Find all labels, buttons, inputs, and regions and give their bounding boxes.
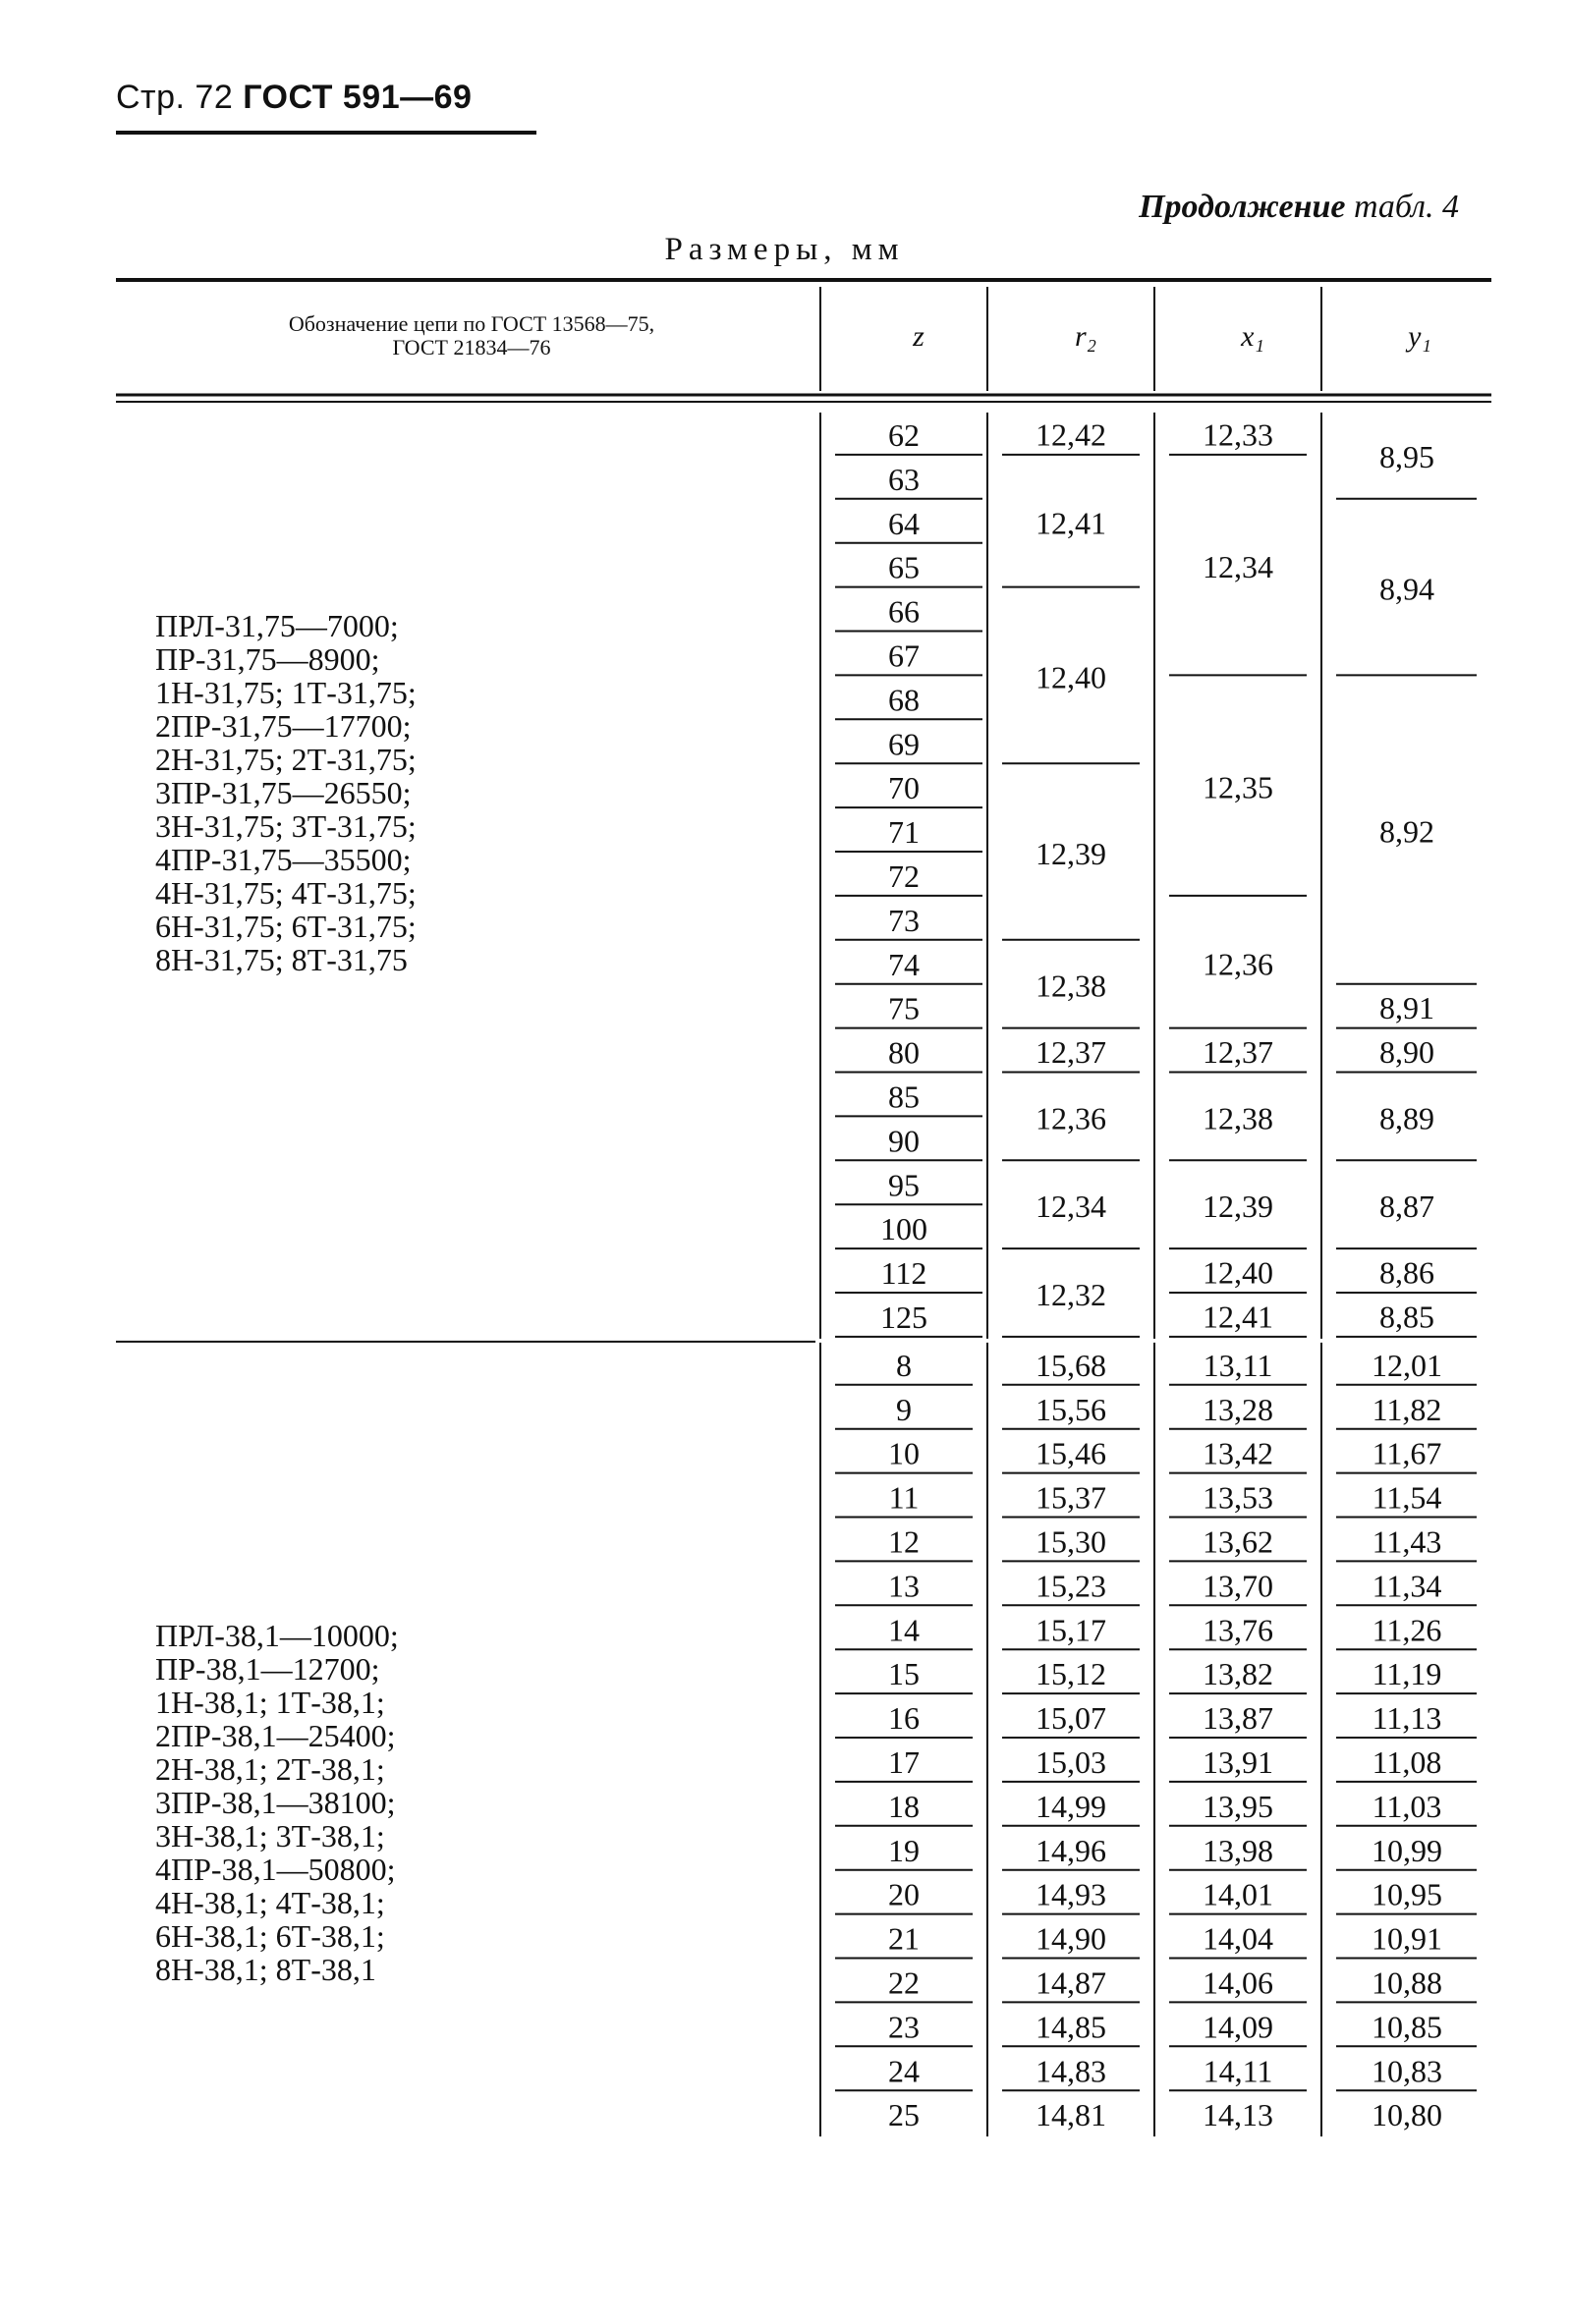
- z-cell: 8: [896, 1347, 912, 1383]
- x1-cell: 13,76: [1203, 1612, 1273, 1648]
- r2-cell: 15,23: [1036, 1568, 1106, 1604]
- r2-cell: 14,99: [1036, 1788, 1106, 1824]
- z-cell: 65: [888, 549, 920, 585]
- y1-cell: 11,19: [1372, 1656, 1442, 1692]
- x1-cell: 14,04: [1203, 1920, 1273, 1957]
- y1-cell: 10,95: [1372, 1876, 1442, 1912]
- y1-cell: 8,94: [1379, 571, 1434, 607]
- y1-cell: 11,03: [1372, 1788, 1442, 1824]
- x1-cell: 12,34: [1203, 549, 1273, 585]
- chain-designations-group-1: ПРЛ-31,75—7000; ПР-31,75—8900; 1Н-31,75; 1Т-31,75; 2ПР-31,75—17700; 2Н-31,75; 2Т-31,75; 3ПР-31,75—26550; 3Н-31,75; 3Т-31,75; 4ПР-31,75—35500; 4Н-31,75; 4Т-31,75; 6Н-31,75; 6Т-31,75; 8Н-31,75; 8Т-31,75: [155, 608, 417, 977]
- standard-number: ГОСТ 591—69: [243, 79, 473, 116]
- x1-cell: 12,38: [1203, 1100, 1273, 1136]
- z-cell: 9: [896, 1391, 912, 1427]
- x1-cell: 14,09: [1203, 2009, 1273, 2045]
- z-cell: 22: [888, 1964, 920, 2001]
- y1-cell: 10,91: [1372, 1920, 1442, 1957]
- y1-cell: 8,89: [1379, 1100, 1434, 1136]
- y1-cell: 12,01: [1372, 1347, 1442, 1383]
- y1-cell: 10,85: [1372, 2009, 1442, 2045]
- z-cell: 72: [888, 858, 920, 894]
- x1-cell: 13,53: [1203, 1479, 1273, 1516]
- column-header-x1: x₁: [1241, 320, 1264, 353]
- z-cell: 68: [888, 682, 920, 718]
- y1-cell: 11,13: [1372, 1700, 1442, 1737]
- z-cell: 10: [888, 1435, 920, 1471]
- x1-cell: 13,82: [1203, 1656, 1273, 1692]
- z-cell: 125: [880, 1300, 927, 1335]
- page-number: Стр. 72: [116, 79, 234, 116]
- z-cell: 15: [888, 1656, 920, 1692]
- r2-cell: 15,30: [1036, 1523, 1106, 1560]
- x1-cell: 14,01: [1203, 1876, 1273, 1912]
- z-cell: 75: [888, 990, 920, 1026]
- x1-cell: 13,70: [1203, 1568, 1273, 1604]
- z-cell: 16: [888, 1700, 920, 1737]
- x1-cell: 12,40: [1203, 1254, 1273, 1291]
- x1-cell: 13,62: [1203, 1523, 1273, 1560]
- z-cell: 11: [888, 1479, 920, 1516]
- z-cell: 73: [888, 902, 920, 938]
- y1-cell: 11,67: [1372, 1435, 1442, 1471]
- y1-cell: 11,82: [1372, 1391, 1442, 1427]
- x1-cell: 12,39: [1203, 1189, 1273, 1225]
- r2-cell: 14,83: [1036, 2053, 1106, 2089]
- r2-cell: 12,34: [1036, 1189, 1106, 1225]
- y1-cell: 11,43: [1372, 1523, 1442, 1560]
- z-cell: 14: [888, 1612, 920, 1648]
- z-cell: 23: [888, 2009, 920, 2045]
- x1-cell: 13,87: [1203, 1700, 1273, 1737]
- y1-cell: 11,08: [1372, 1744, 1442, 1780]
- chain-designations-group-2: ПРЛ-38,1—10000; ПР-38,1—12700; 1Н-38,1; 1Т-38,1; 2ПР-38,1—25400; 2Н-38,1; 2Т-38,1; 3ПР-38,1—38100; 3Н-38,1; 3Т-38,1; 4ПР-38,1—50800; 4Н-38,1; 4Т-38,1; 6Н-38,1; 6Т-38,1; 8Н-38,1; 8Т-38,1: [155, 1618, 399, 1987]
- table-reference: табл. 4: [1353, 189, 1459, 225]
- r2-cell: 12,32: [1036, 1277, 1106, 1312]
- x1-cell: 13,11: [1203, 1347, 1273, 1383]
- z-cell: 19: [888, 1832, 920, 1868]
- column-header-y1: y₁: [1408, 320, 1431, 353]
- z-cell: 71: [888, 814, 920, 851]
- z-cell: 13: [888, 1568, 920, 1604]
- x1-cell: 13,91: [1203, 1744, 1273, 1780]
- y1-cell: 11,54: [1372, 1479, 1442, 1516]
- r2-cell: 14,93: [1036, 1876, 1106, 1912]
- z-cell: 12: [888, 1523, 920, 1560]
- r2-cell: 14,85: [1036, 2009, 1106, 2045]
- z-cell: 20: [888, 1876, 920, 1912]
- r2-cell: 12,38: [1036, 968, 1106, 1004]
- r2-cell: 15,46: [1036, 1435, 1106, 1471]
- r2-cell: 12,41: [1036, 505, 1106, 541]
- r2-cell: 15,56: [1036, 1391, 1106, 1427]
- z-cell: 18: [888, 1788, 920, 1824]
- r2-cell: 12,40: [1036, 659, 1106, 695]
- r2-cell: 15,12: [1036, 1656, 1106, 1692]
- x1-cell: 13,28: [1203, 1391, 1273, 1427]
- x1-cell: 12,35: [1203, 769, 1273, 805]
- z-cell: 62: [888, 417, 920, 453]
- y1-cell: 11,34: [1372, 1568, 1442, 1604]
- z-cell: 17: [888, 1744, 920, 1780]
- z-cell: 80: [888, 1034, 920, 1071]
- x1-cell: 13,42: [1203, 1435, 1273, 1471]
- r2-cell: 15,07: [1036, 1700, 1106, 1737]
- continuation-word: Продолжение: [1139, 189, 1346, 225]
- y1-cell: 8,92: [1379, 813, 1434, 850]
- x1-cell: 14,11: [1203, 2053, 1273, 2089]
- r2-cell: 15,03: [1036, 1744, 1106, 1780]
- y1-cell: 11,26: [1372, 1612, 1442, 1648]
- column-header-z: z: [913, 320, 925, 353]
- z-cell: 74: [888, 946, 920, 982]
- r2-cell: 12,36: [1036, 1100, 1106, 1136]
- z-cell: 85: [888, 1079, 920, 1115]
- y1-cell: 8,95: [1379, 438, 1434, 474]
- z-cell: 24: [888, 2053, 920, 2089]
- column-header-r2: r₂: [1074, 320, 1097, 353]
- z-cell: 21: [888, 1920, 920, 1957]
- z-cell: 95: [888, 1167, 920, 1203]
- r2-cell: 14,87: [1036, 1964, 1106, 2001]
- x1-cell: 13,98: [1203, 1832, 1273, 1868]
- y1-cell: 10,99: [1372, 1832, 1442, 1868]
- z-cell: 90: [888, 1123, 920, 1159]
- y1-cell: 10,83: [1372, 2053, 1442, 2089]
- z-cell: 67: [888, 637, 920, 674]
- z-cell: 100: [880, 1211, 927, 1247]
- r2-cell: 15,37: [1036, 1479, 1106, 1516]
- r2-cell: 12,37: [1036, 1034, 1106, 1071]
- z-cell: 25: [888, 2097, 920, 2133]
- r2-cell: 14,90: [1036, 1920, 1106, 1957]
- x1-cell: 14,06: [1203, 1964, 1273, 2001]
- column-header-designation: Обозначение цепи по ГОСТ 13568—75, ГОСТ 21834—76: [288, 311, 655, 360]
- y1-cell: 8,85: [1379, 1299, 1434, 1335]
- y1-cell: 8,86: [1379, 1254, 1434, 1291]
- x1-cell: 12,41: [1203, 1299, 1273, 1335]
- x1-cell: 14,13: [1203, 2097, 1273, 2133]
- r2-cell: 14,81: [1036, 2097, 1106, 2133]
- r2-cell: 12,42: [1036, 416, 1106, 453]
- z-cell: 66: [888, 593, 920, 630]
- x1-cell: 13,95: [1203, 1788, 1273, 1824]
- r2-cell: 12,39: [1036, 836, 1106, 871]
- y1-cell: 8,87: [1379, 1189, 1434, 1225]
- y1-cell: 8,91: [1379, 990, 1434, 1026]
- z-cell: 70: [888, 770, 920, 806]
- x1-cell: 12,37: [1203, 1034, 1273, 1071]
- z-cell: 64: [888, 505, 920, 541]
- z-cell: 69: [888, 726, 920, 762]
- z-cell: 112: [880, 1255, 927, 1292]
- y1-cell: 8,90: [1379, 1034, 1434, 1071]
- dimensions-label: Размеры, мм: [664, 232, 905, 267]
- r2-cell: 15,68: [1036, 1347, 1106, 1383]
- z-cell: 63: [888, 461, 920, 497]
- x1-cell: 12,33: [1203, 416, 1273, 453]
- y1-cell: 10,80: [1372, 2097, 1442, 2133]
- x1-cell: 12,36: [1203, 946, 1273, 982]
- y1-cell: 10,88: [1372, 1964, 1442, 2001]
- r2-cell: 15,17: [1036, 1612, 1106, 1648]
- r2-cell: 14,96: [1036, 1832, 1106, 1868]
